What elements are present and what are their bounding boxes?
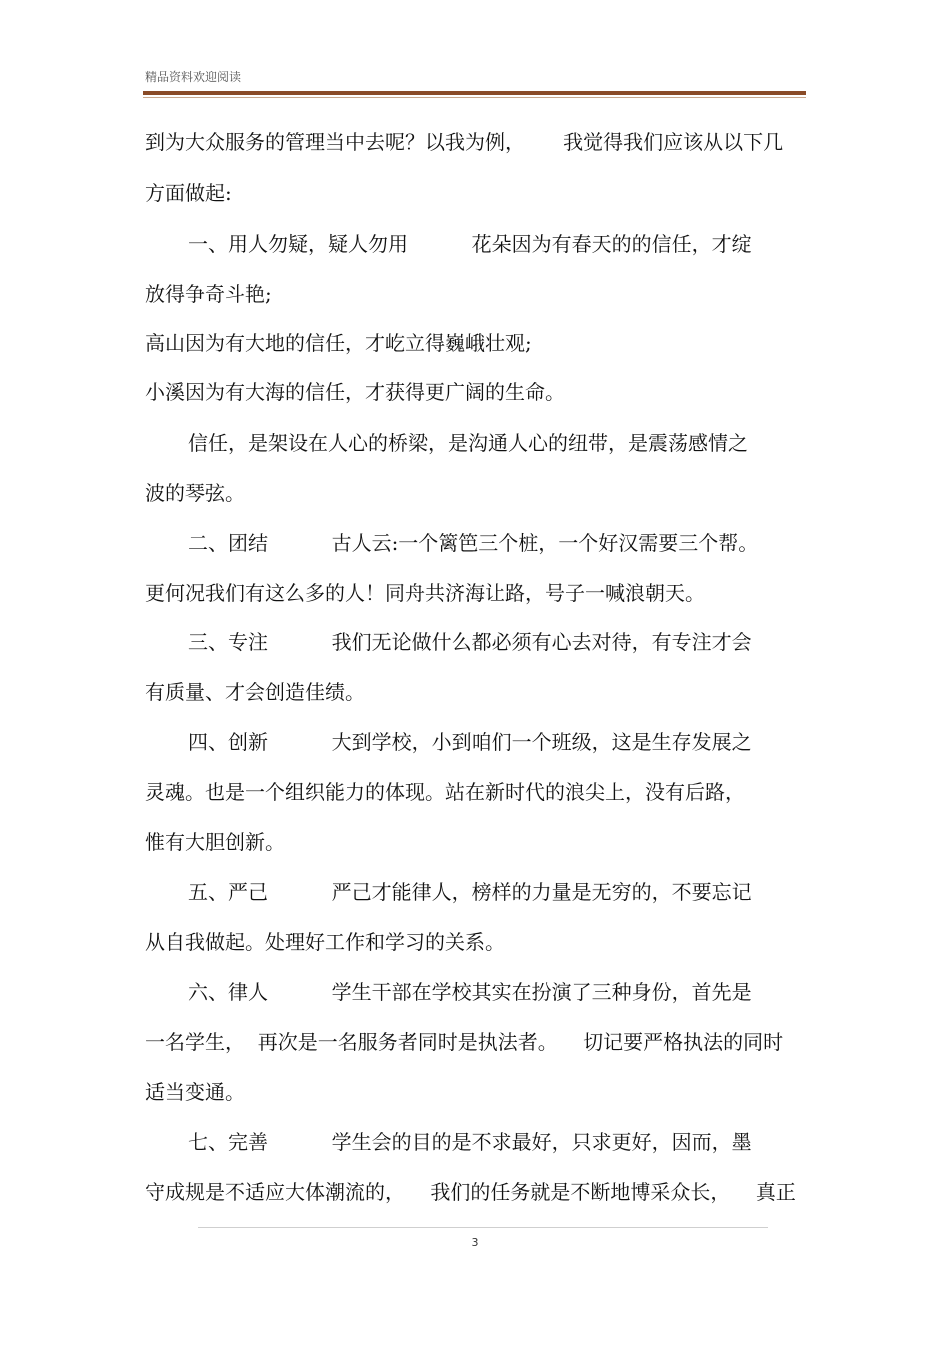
header-rule xyxy=(143,91,806,95)
text-line: 二、团结 古人云:一个篱笆三个桩，一个好汉需要三个帮。 xyxy=(188,531,759,555)
text-line: 波的琴弦。 xyxy=(145,481,245,505)
text-line: 适当变通。 xyxy=(145,1080,245,1104)
header-rule-thin xyxy=(143,97,806,98)
text-line: 有质量、才会创造佳绩。 xyxy=(145,680,365,704)
text-line: 一、用人勿疑，疑人勿用 花朵因为有春天的的信任，才绽 xyxy=(188,232,752,256)
text-line: 四、创新 大到学校，小到咱们一个班级，这是生存发展之 xyxy=(188,730,752,754)
text-line: 六、律人 学生干部在学校其实在扮演了三种身份，首先是 xyxy=(188,980,752,1004)
text-line: 更何况我们有这么多的人！同舟共济海让路，号子一喊浪朝天。 xyxy=(145,581,705,605)
header-text: 精品资料欢迎阅读 xyxy=(145,70,242,84)
text-line: 守成规是不适应大体潮流的， 我们的任务就是不断地博采众长， 真正 xyxy=(145,1180,796,1204)
text-line: 一名学生， 再次是一名服务者同时是执法者。 切记要严格执法的同时 xyxy=(145,1030,784,1054)
text-line: 灵魂。也是一个组织能力的体现。站在新时代的浪尖上，没有后路， xyxy=(145,780,745,804)
text-line: 七、完善 学生会的目的是不求最好，只求更好，因而，墨 xyxy=(188,1130,752,1154)
text-line: 放得争奇斗艳; xyxy=(145,282,272,306)
text-line: 三、专注 我们无论做什么都必须有心去对待，有专注才会 xyxy=(188,630,752,654)
text-line: 高山因为有大地的信任，才屹立得巍峨壮观; xyxy=(145,331,532,355)
text-line: 信任，是架设在人心的桥梁，是沟通人心的纽带，是震荡感情之 xyxy=(188,431,748,455)
page-number: 3 xyxy=(471,1236,479,1249)
footer-rule xyxy=(198,1227,768,1228)
text-line: 从自我做起。处理好工作和学习的关系。 xyxy=(145,930,505,954)
text-line: 五、严己 严己才能律人，榜样的力量是无穷的，不要忘记 xyxy=(188,880,752,904)
text-line: 到为大众服务的管理当中去呢？以我为例， 我觉得我们应该从以下几 xyxy=(145,130,784,154)
text-line: 惟有大胆创新。 xyxy=(145,830,285,854)
text-line: 方面做起: xyxy=(145,181,232,205)
text-line: 小溪因为有大海的信任，才获得更广阔的生命。 xyxy=(145,380,565,404)
